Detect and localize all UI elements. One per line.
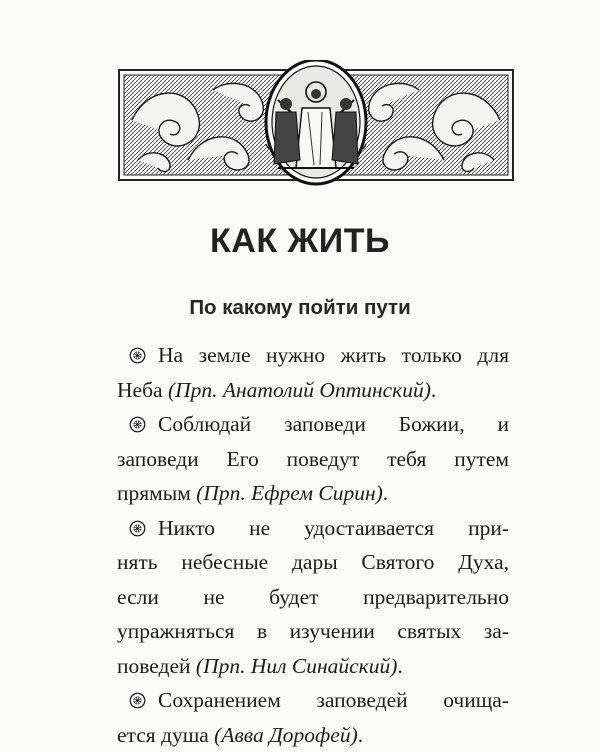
paragraph-1-line-1: На земле нужно жить только для [117, 338, 509, 373]
paragraph-2-line-2: заповеди Его поведут тебя путем [117, 442, 509, 477]
rosette-bullet-icon [129, 416, 146, 433]
section-subtitle: По какому пойти пути [0, 296, 600, 320]
citation: (Авва Дорофей) [214, 723, 358, 747]
paragraph-3-line-2: нять небесные дары Святого Духа, [117, 545, 509, 580]
citation: (Прп. Нил Синайский) [196, 654, 397, 678]
rosette-bullet-icon [129, 520, 146, 537]
paragraph-3-line-1: Никто не удостаивается при- [117, 511, 509, 546]
rosette-bullet-icon [129, 692, 146, 709]
paragraph-2-line-3: прямым (Прп. Ефрем Сирин). [117, 476, 509, 511]
paragraph-3-line-4: упражняться в изучении святых за- [117, 614, 509, 649]
page-title: КАК ЖИТЬ [0, 222, 600, 261]
paragraph-3-line-3: если не будет предварительно [117, 580, 509, 615]
paragraph-1-line-2: Неба (Прп. Анатолий Оптинский). [117, 373, 509, 408]
paragraph-3-line-5: поведей (Прп. Нил Синайский). [117, 649, 509, 684]
ornamental-banner [118, 60, 514, 190]
rosette-bullet-icon [129, 347, 146, 364]
paragraph-2-line-1: Соблюдай заповеди Божии, и [117, 407, 509, 442]
icon-medallion-ornament-icon [118, 60, 514, 190]
paragraph-4-line-2: ется душа (Авва Дорофей). [117, 718, 509, 752]
citation: (Прп. Ефрем Сирин) [196, 481, 383, 505]
body-text [117, 338, 509, 752]
paragraph-4-line-1: Сохранением заповедей очища- [117, 683, 509, 718]
citation: (Прп. Анатолий Оптинский) [168, 378, 431, 402]
